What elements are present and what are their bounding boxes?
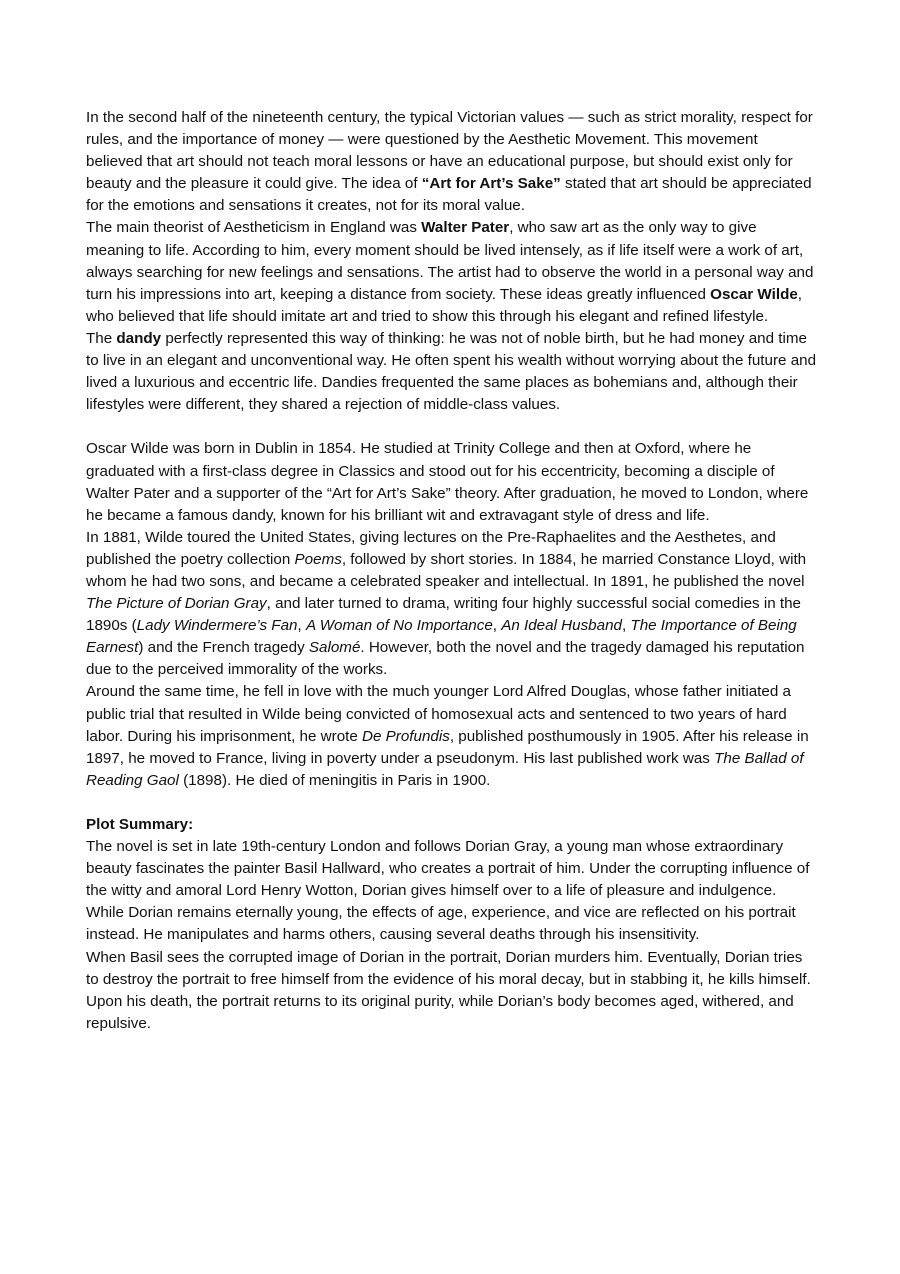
text-run: perfectly represented this way of thinking: he was not of noble birth, but he had money and time to live in an elegant and unconventional way. He often spent his wealth without worrying about the future and lived a luxurious and eccentric life. Dandies frequented the same places as bohemians and, although their lifestyles were different, they shared a rejection of middle-class values. xyxy=(86,329,817,414)
ideal-husband-title: An Ideal Husband xyxy=(501,617,622,635)
poems-title: Poems xyxy=(294,550,342,568)
dandy-bold: dandy xyxy=(116,329,162,347)
walter-pater-bold: Walter Pater xyxy=(421,219,510,237)
woman-of-no-importance-title: A Woman of No Importance xyxy=(305,617,493,635)
text-run: The main theorist of Aestheticism in England was xyxy=(86,219,422,237)
text-run: , xyxy=(297,617,306,635)
text-run: ) and the French tragedy xyxy=(138,639,309,657)
being-earnest-title: The Importance of Being Earnest xyxy=(86,617,797,657)
text-run: , who saw art as the only way to give meaning to life. According to him, every moment should be lived intensely, as if life itself were a work of art, always searching for new feelings and sensations. The artist had to observe the world in a personal way and turn his impressions into art, keeping a distance from society. These ideas greatly influenced xyxy=(86,219,814,303)
text-run: , who believed that life should imitate art and tried to show this through his elegant and refined lifestyle. xyxy=(86,285,803,325)
art-for-arts-sake-bold: “Art for Art’s Sake” xyxy=(421,175,561,193)
text-run: , and later turned to drama, writing four highly successful social comedies in the 1890s ( xyxy=(86,595,801,635)
text-run: (1898). He died of meningitis in Paris in 1900. xyxy=(178,771,491,789)
document-page xyxy=(86,107,818,1035)
text-run: , xyxy=(492,617,502,635)
text-run: The xyxy=(86,329,117,347)
text-run: , published posthumously in 1905. After his release in 1897, he moved to France, living in poverty under a pseudonym. His last published work was xyxy=(86,727,809,767)
text-run: stated that art should be appreciated for the emotions and sensations it creates, not for its moral value. xyxy=(86,175,812,215)
ballad-of-reading-gaol-title: The Ballad of Reading Gaol xyxy=(86,749,804,789)
oscar-wilde-bold: Oscar Wilde xyxy=(710,285,798,303)
text-run: , xyxy=(621,617,631,635)
biography-paragraph-2 xyxy=(86,527,818,682)
text-run: Around the same time, he fell in love with the much younger Lord Alfred Douglas, whose father initiated a public trial that resulted in Wilde being convicted of homosexual acts and sentenced to two years of hard labor. During his imprisonment, he wrote xyxy=(86,683,791,745)
text-run: , followed by short stories. In 1884, he married Constance Lloyd, with whom he had two sons, and became a celebrated speaker and intellectual. In 1891, he published the novel xyxy=(86,550,807,590)
plot-summary-paragraph-1: The novel is set in late 19th-century London and follows Dorian Gray, a young man whose extraordinary beauty fascinates the painter Basil Hallward, who creates a portrait of him. Under the corrupting influence of the witty and amoral Lord Henry Wotton, Dorian gives himself over to a life of pleasure and indulgence. While Dorian remains eternally young, the effects of age, experience, and vice are reflected on his portrait instead. He manipulates and harms others, causing several deaths through his insensitivity. xyxy=(86,838,810,944)
text-run: . However, both the novel and the tragedy damaged his reputation due to the perceived immorality of the works. xyxy=(86,639,805,679)
de-profundis-title: De Profundis xyxy=(362,727,450,745)
biography-paragraph-1: Oscar Wilde was born in Dublin in 1854. He studied at Trinity College and then at Oxford, where he graduated with a first-class degree in Classics and stood out for his eccentricity, becoming a disciple of Walter Pater and a supporter of the “Art for Art’s Sake” theory. After graduation, he moved to London, where he became a famous dandy, known for his brilliant wit and extravagant style of dress and life. xyxy=(86,440,809,524)
lady-windermere-title: Lady Windermere’s Fan xyxy=(136,617,298,635)
salome-title: Salomé xyxy=(308,639,361,657)
biography-paragraph-3 xyxy=(86,681,818,791)
paragraph-spacer xyxy=(86,416,818,438)
plot-summary-heading: Plot Summary: xyxy=(86,816,194,833)
aesthetic-movement-paragraph xyxy=(86,107,818,217)
dandy-paragraph xyxy=(86,328,818,416)
paragraph-spacer xyxy=(86,792,818,814)
text-run: In the second half of the nineteenth century, the typical Victorian values — such as strict morality, respect for rules, and the importance of money — were questioned by the Aesthetic Movement. This movement believed that art should not teach moral lessons or have an educational purpose, but should exist only for beauty and the pleasure it could give. The idea of xyxy=(86,109,813,193)
plot-summary-paragraph-2: When Basil sees the corrupted image of Dorian in the portrait, Dorian murders him. Eventually, Dorian tries to destroy the portrait to free himself from the evidence of his moral decay, but in stabbing it, he kills himself. Upon his death, the portrait returns to its original purity, while Dorian’s body becomes aged, withered, and repulsive. xyxy=(86,948,811,1032)
dorian-gray-title: The Picture of Dorian Gray xyxy=(86,595,267,613)
walter-pater-paragraph xyxy=(86,217,818,327)
text-run: In 1881, Wilde toured the United States, giving lectures on the Pre-Raphaelites and the Aesthetes, and published the poetry collection xyxy=(86,528,776,568)
